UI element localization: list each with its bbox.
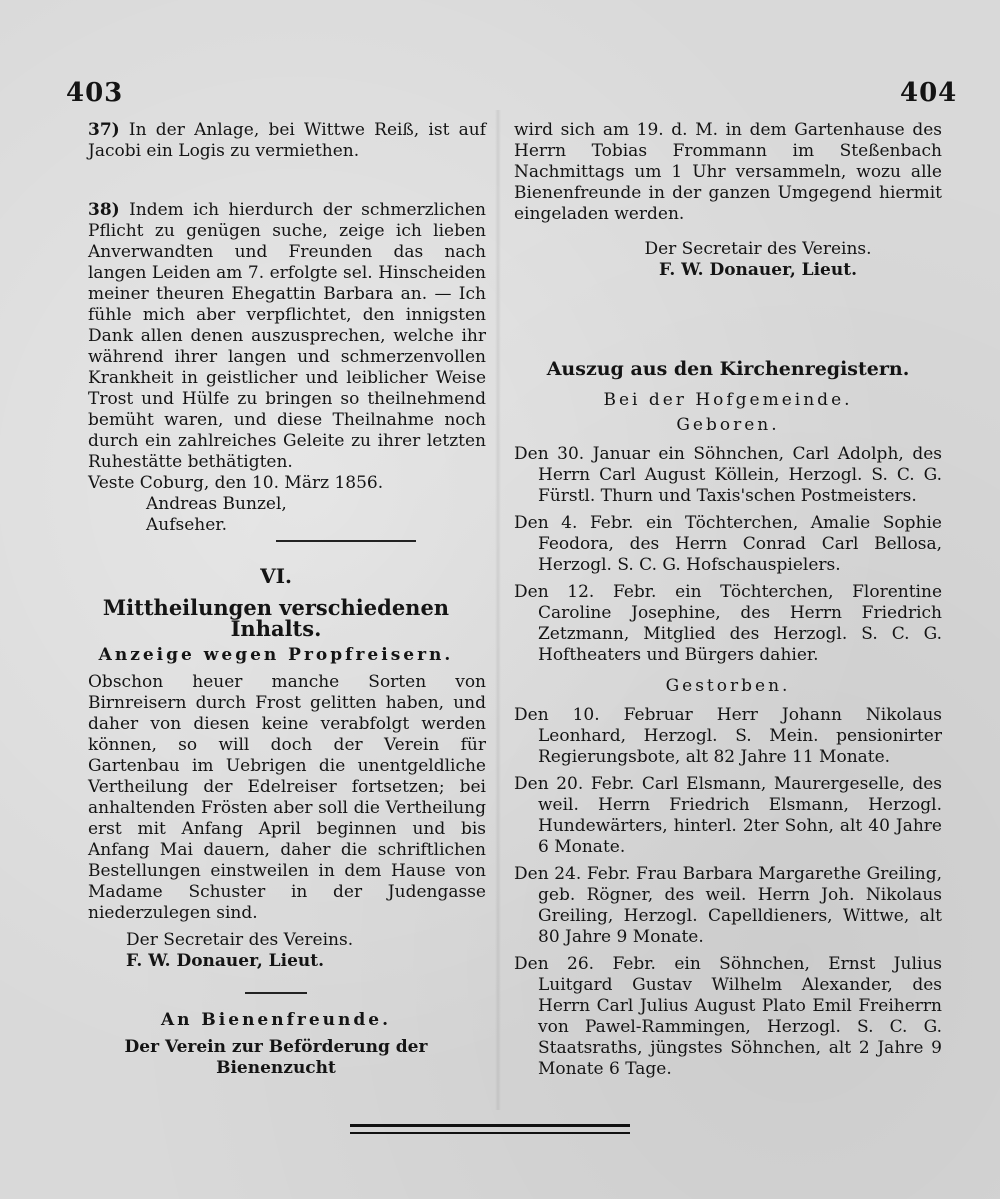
notice-number: 38) [88,200,120,220]
notice-text: Indem ich hierdurch der schmerzlichen Pflicht zu genügen suche, zeige ich lieben Anverwandten und Freunden das nach langen Leiden am 7. erfolgte sel. Hinscheiden meiner theuren Ehegattin Barbara an. — Ich fühle mich aber verpflichtet, den innigsten Dank allen denen auszusprechen, welche ihr während ihrer langen und schmerzenvollen Krankheit in geistlicher und leiblicher Weise Trost und Hülfe zu bringen so theilnehmend bemüht waren, und diese Theilnahme noch durch ein zahlreiches Geleite zu ihrer letzten Ruhestätte bethätigten. [88,200,486,472]
place-date: Veste Coburg, den 10. März 1856. [88,473,384,493]
secretary-name: F. W. Donauer, Lieut. [658,260,858,280]
bees-text: Der Verein zur Beförderung der Bienenzucht [124,1037,428,1078]
list-item: Den 4. Febr. ein Töchterchen, Amalie Sophie Feodora, des Herrn Conrad Carl Bellosa, Herzogl. S. C. G. Hofschauspielers. [514,513,942,575]
list-item: Den 12. Febr. ein Töchterchen, Florentine Caroline Josephine, des Herrn Friedrich Zetzmann, Mitglied des Herzogl. S. C. G. Hoftheaters und Bürgers dahier. [514,582,942,665]
notice-38 [66,200,486,542]
page-fold [495,110,501,1110]
grafting-notice [66,672,486,972]
secretary-line: Der Secretair des Vereins. [126,930,354,950]
died-heading: Gestorben. [665,676,791,696]
left-column [66,120,486,1079]
secretary-name: F. W. Donauer, Lieut. [126,951,325,971]
list-item: Den 30. Januar ein Söhnchen, Carl Adolph, des Herrn Carl August Köllein, Herzogl. S. C. G. Fürstl. Thurn und Taxis'schen Postmeisters. [514,444,942,506]
notice-37 [66,120,486,162]
page-number-right: 404 [900,78,958,108]
deaths-list [514,705,942,1080]
secretary-line: Der Secretair des Vereins. [644,239,872,259]
separator-line [245,992,307,994]
bees-continuation: wird sich am 19. d. M. in dem Gartenhause des Herrn Tobias Frommann im Steßenbach Nachmittags um 1 Uhr versammeln, wozu alle Bienenfreunde in der ganzen Umgegend hiermit eingeladen werden. [514,120,942,224]
footer-rule [350,1132,630,1134]
signer-name: Andreas Bunzel, [146,494,287,514]
list-item: Den 26. Febr. ein Söhnchen, Ernst Julius Luitgard Gustav Wilhelm Alexander, des Herrn Carl Julius August Plato Emil Freiherrn von Pawel-Rammingen, Herzogl. S. C. G. Staatsraths, jüngstes Söhnchen, alt 2 Jahre 9 Monate 6 Tage. [514,954,942,1079]
page-number-left: 403 [66,78,124,108]
bees-title: An Bienenfreunde. [160,1010,392,1030]
list-item: Den 24. Febr. Frau Barbara Margarethe Greiling, geb. Rögner, des weil. Herrn Joh. Nikolaus Greiling, Herzogl. Capelldieners, Wittwe, alt 80 Jahre 9 Monate. [514,864,942,947]
registry-title: Auszug aus den Kirchenregistern. [546,358,910,380]
separator-line [276,540,416,542]
list-item: Den 20. Febr. Carl Elsmann, Maurergeselle, des weil. Herrn Friedrich Elsmann, Herzogl. Hundewärters, hinterl. 2ter Sohn, alt 40 Jahre 6 Monate. [514,774,942,857]
notice-text: In der Anlage, bei Wittwe Reiß, ist auf Jacobi ein Logis zu vermiethen. [88,120,486,161]
notice-title: Anzeige wegen Propfreisern. [98,645,454,665]
section-number: VI. [260,564,292,588]
section-title: Mittheilungen verschiedenen Inhalts. [102,595,450,641]
notice-text: Obschon heuer manche Sorten von Birnreisern durch Frost gelitten haben, und daher von diesen keine verabfolgt werden können, so will doch der Verein für Gartenbau im Uebrigen die unentgeldliche Vertheilung der Edelreiser fortsetzen; bei anhaltenden Frösten aber soll die Vertheilung erst mit Anfang April beginnen und bis Anfang Mai dauern, daher die schriftlichen Bestellungen einstweilen in dem Hause von Madame Schuster in der Judengasse niederzulegen sind. [88,672,486,923]
footer-rule [350,1124,630,1127]
signer-title: Aufseher. [146,515,227,535]
right-column [514,120,942,1086]
notice-number: 37) [88,120,120,140]
births-list [514,444,942,666]
list-item: Den 10. Februar Herr Johann Nikolaus Leonhard, Herzogl. S. Mein. pensionirter Regierungsbote, alt 82 Jahre 11 Monate. [514,705,942,767]
parish-heading: Bei der Hofgemeinde. [603,390,853,410]
born-heading: Geboren. [676,415,780,435]
